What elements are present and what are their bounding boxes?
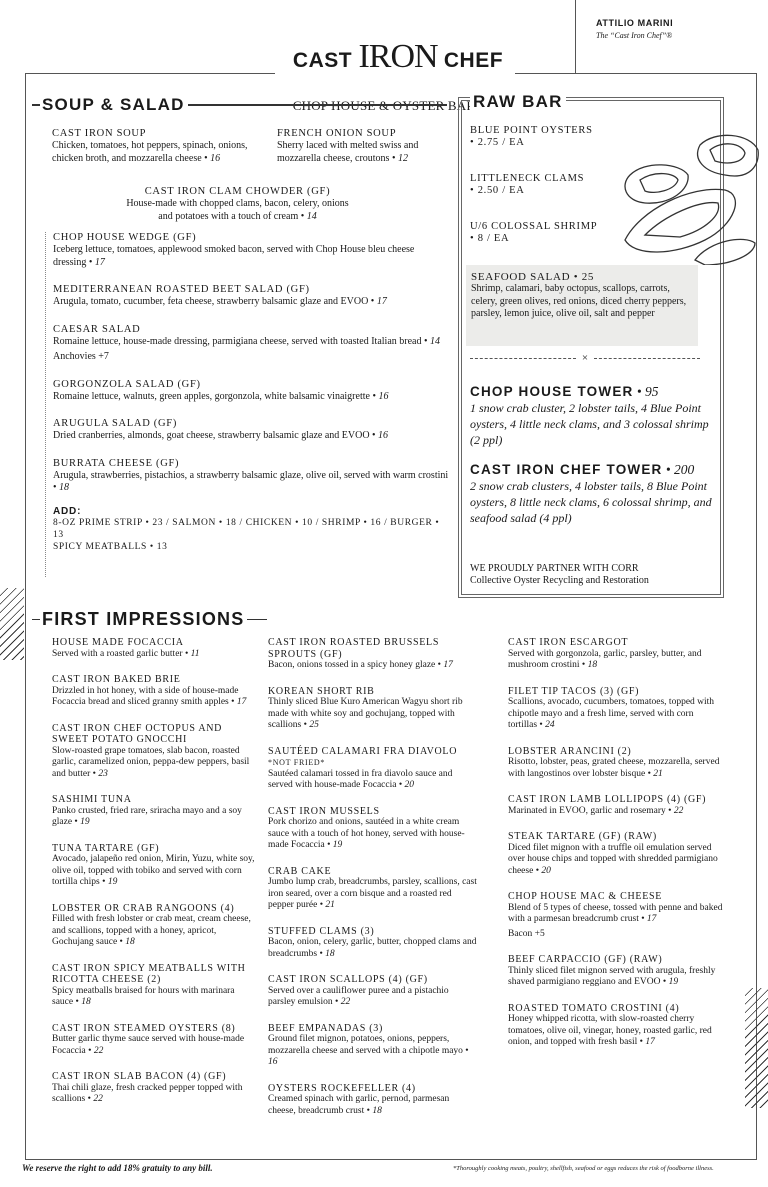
tower-name	[470, 384, 715, 400]
item-name: CAST IRON SPICY MEATBALLS WITH RICOTTA CHEESE (2)	[52, 962, 246, 985]
item-price: 12	[397, 152, 408, 164]
item-desc	[53, 244, 450, 269]
item-desc	[52, 686, 257, 709]
logo-cast: CAST	[292, 49, 353, 72]
item-desc	[508, 757, 723, 780]
item-note: *NOT FRIED*	[268, 758, 326, 767]
item-name: KOREAN SHORT RIB	[268, 685, 375, 697]
item-desc-text: House-made with chopped clams, bacon, celery, onions and potatoes with a touch of cream •	[126, 198, 349, 222]
item-name: CAST IRON SCALLOPS (4) (GF)	[268, 974, 428, 985]
menu-item	[52, 1023, 257, 1058]
logo-chef: CHEF	[443, 49, 504, 72]
gratuity-note: We reserve the right to add 18% gratuity to any bill.	[22, 1163, 213, 1173]
item-desc-text: Sherry laced with melted swiss and mozzarella cheese, croutons •	[277, 140, 419, 164]
item-price: 19	[668, 977, 679, 987]
item-desc-text: Romaine lettuce, house-made dressing, parmigiana cheese, served with toasted Italian bread •	[53, 335, 430, 347]
seafood-salad-name: SEAFOOD SALAD • 25	[471, 271, 595, 283]
item-desc	[52, 986, 257, 1009]
item-name: CAST IRON CHEF OCTOPUS AND SWEET POTATO GNOCCHI	[52, 722, 223, 745]
menu-item	[277, 128, 447, 165]
item-desc-text: Risotto, lobster, peas, grated cheese, mozzarella, served with langostinos over lobster bisque •	[508, 757, 720, 779]
item-desc	[268, 1034, 478, 1069]
item-price: 18	[59, 482, 70, 493]
item-name: SASHIMI TUNA	[52, 794, 132, 805]
item-name: ARUGULA SALAD (GF)	[53, 418, 178, 429]
item-price: 18	[325, 948, 335, 959]
item-name: CAST IRON SOUP	[52, 128, 147, 139]
item-desc	[268, 937, 478, 960]
item-name: BEEF EMPANADAS (3)	[268, 1022, 384, 1034]
item-price: 19	[107, 877, 118, 887]
item-desc-text: Chicken, tomatoes, hot peppers, spinach, onions, chicken broth, and mozzarella cheese •	[52, 140, 248, 164]
item-desc	[508, 903, 723, 926]
item-name: ROASTED TOMATO CROSTINI (4)	[508, 1002, 680, 1014]
seafood-salad-desc: Shrimp, calamari, baby octopus, scallops, carrots, celery, green olives, red onions, diced cherry peppers, parsley, lemon juice, olive oil, salt and pepper	[471, 283, 687, 319]
item-desc-text: Pork chorizo and onions, sautéed in a white cream sauce with a touch of hot honey, served with house-made Focaccia •	[268, 817, 465, 850]
item-desc-text: Thinly sliced Blue Kuro American Wagyu short rib made with white soy and gochujang, topped with scallions •	[268, 697, 463, 730]
item-name: TUNA TARTARE (GF)	[52, 842, 160, 854]
item-price: 19	[80, 817, 90, 827]
tower-desc: 1 snow crab cluster, 2 lobster tails, 4 Blue Point oysters, 4 little neck clams, and 3 colossal shrimp (2 ppl)	[470, 401, 709, 447]
menu-item	[53, 379, 450, 404]
item-price: 20	[541, 865, 551, 876]
heading-rule	[188, 104, 447, 105]
item-desc-text: Served with gorgonzola, garlic, parsley, butter, and mushroom crostini •	[508, 648, 702, 670]
menu-item	[508, 1003, 723, 1049]
soup-salad-heading	[32, 95, 447, 115]
item-desc	[53, 470, 450, 495]
item-name: CRAB CAKE	[268, 865, 332, 877]
item-price: 16	[378, 390, 389, 402]
add-line: 8-OZ PRIME STRIP • 23 / SALMON • 18 / CHICKEN • 10 / SHRIMP • 16 / BURGER • 13	[53, 517, 440, 540]
menu-item	[508, 891, 723, 940]
item-price: 21	[653, 768, 663, 779]
item-desc-text: Thai chili glaze, fresh cracked pepper topped with scallions •	[52, 1082, 243, 1104]
item-name: BEEF CARPACCIO (GF) (RAW)	[508, 954, 663, 965]
item-desc-text: Iceberg lettuce, tomatoes, applewood smoked bacon, served with Chop House bleu cheese dressing •	[53, 244, 415, 268]
item-name: GORGONZOLA SALAD (GF)	[53, 378, 201, 390]
item-desc-text: Sautéed calamari tossed in fra diavolo sauce and served with house-made Focaccia •	[268, 768, 453, 790]
item-desc-text: Scallions, avocado, cucumbers, tomatoes, topped with chipotle mayo and a fresh lime, served with corn tortillas •	[508, 697, 715, 730]
menu-item	[52, 128, 267, 165]
menu-item	[268, 926, 478, 961]
menu-item	[52, 1071, 257, 1106]
item-desc	[52, 854, 257, 889]
item-price: 17	[376, 296, 387, 307]
item-price: 18	[372, 1105, 382, 1116]
item-name: CAST IRON ESCARGOT	[508, 637, 629, 648]
menu-item	[508, 746, 723, 781]
item-price: 11	[190, 648, 200, 659]
item-price: 22	[93, 1045, 104, 1056]
item-desc	[508, 843, 723, 878]
add-label: ADD:	[53, 505, 82, 517]
section-title: FIRST IMPRESSIONS	[42, 609, 245, 629]
item-price: 24	[545, 720, 555, 730]
logo	[280, 38, 516, 76]
item-desc-text: Arugula, strawberries, pistachios, a strawberry balsamic glaze, olive oil, served with warm crostini •	[53, 469, 449, 493]
food-safety-disclaimer: *Thoroughly cooking meats, poultry, shellfish, seafood or eggs reduces the risk of foodborne illness.	[453, 1165, 714, 1172]
item-price: 17	[646, 914, 657, 924]
menu-item	[268, 637, 478, 672]
item-name: SAUTÉED CALAMARI FRA DIAVOLO	[268, 745, 458, 757]
item-desc	[53, 391, 450, 404]
item-desc-text: Bacon, onions tossed in a spicy honey glaze •	[268, 660, 444, 670]
menu-item	[120, 186, 355, 223]
item-price: 20	[404, 780, 415, 790]
menu-item	[268, 686, 478, 732]
item-name: MEDITERRANEAN ROASTED BEET SALAD (GF)	[53, 284, 310, 295]
menu-item	[52, 843, 257, 889]
menu-item	[52, 903, 257, 949]
menu-item	[52, 963, 257, 1009]
menu-item	[53, 458, 450, 495]
item-name: OYSTERS ROCKEFELLER (4)	[268, 1082, 416, 1094]
item-desc	[268, 1094, 478, 1117]
item-desc	[508, 649, 723, 672]
tower-name	[470, 462, 715, 478]
wavy-divider	[470, 352, 700, 364]
item-price: 14	[306, 210, 317, 222]
tower-price: • 200	[662, 462, 695, 477]
stripe-decoration-right	[745, 988, 768, 1108]
chef-name: ATTILIO MARINI	[596, 18, 674, 28]
menu-item	[508, 831, 723, 877]
item-price: 17	[443, 660, 453, 670]
item-desc-text: Filled with fresh lobster or crab meat, cream cheese, and scallions, topped with a honey, apricot, Gochujang sauce •	[52, 914, 251, 947]
item-desc-text: Served with a roasted garlic butter •	[52, 648, 191, 659]
item-desc	[53, 430, 450, 443]
item-name: CAST IRON CLAM CHOWDER (GF)	[144, 186, 331, 197]
item-desc-text: Panko crusted, fried rare, sriracha mayo and a soy glaze •	[52, 805, 242, 827]
tower-item	[470, 462, 715, 526]
item-price: 14	[429, 335, 440, 347]
item-addon: Anchovies +7	[53, 351, 109, 362]
tower-price: • 95	[633, 384, 659, 399]
item-desc-text: Romaine lettuce, walnuts, green apples, gorgonzola, white balsamic vinaigrette •	[53, 390, 379, 402]
item-desc	[53, 296, 450, 309]
item-desc-text: Slow-roasted grape tomatoes, slab bacon, roasted garlic, caramelized onion, peppa-dew peppers, basil and butter •	[52, 745, 250, 779]
item-price: 22	[93, 1094, 103, 1104]
menu-item	[268, 1083, 478, 1118]
item-desc	[52, 806, 257, 829]
item-price: 19	[332, 840, 343, 850]
item-desc	[52, 914, 257, 949]
item-desc-text: Served over a cauliflower puree and a pistachio parsley emulsion •	[268, 985, 449, 1007]
item-desc-text: Thinly sliced filet mignon served with arugula, freshly shaved parmigiano reggiano and EVOO •	[508, 965, 716, 987]
item-name: U/6 COLOSSAL SHRIMP	[470, 221, 598, 232]
item-price: 18	[81, 997, 91, 1007]
tagline: BAR	[447, 98, 476, 113]
heading-rule-left	[32, 104, 40, 105]
item-desc-text: Avocado, jalapeño red onion, Mirin, Yuzu, white soy, olive oil, topped with tobiko and served with corn tortilla chips •	[52, 854, 255, 887]
item-desc	[268, 877, 478, 912]
section-title: SOUP & SALAD	[42, 95, 185, 114]
item-price: • 8 / EA	[470, 233, 510, 244]
frame-top-left	[25, 73, 275, 74]
tower-title: CAST IRON CHEF TOWER	[470, 462, 663, 477]
item-desc	[508, 1014, 723, 1049]
first-impressions-heading	[32, 609, 757, 630]
raw-bar-item	[470, 173, 630, 197]
tower-item	[470, 384, 715, 448]
chef-box-divider	[575, 0, 576, 73]
item-name: CHOP HOUSE WEDGE (GF)	[53, 232, 197, 243]
item-desc-text: Butter garlic thyme sauce served with house-made Focaccia •	[52, 1034, 245, 1056]
item-desc-text: Ground filet mignon, potatoes, onions, peppers, mozzarella cheese and served with a chipotle mayo •	[268, 1034, 469, 1056]
item-desc-text: Drizzled in hot honey, with a side of house-made Focaccia bread and sliced granny smith apples •	[52, 685, 239, 707]
raw-bar-item	[470, 221, 630, 245]
item-desc-text: Blend of 5 types of cheese, tossed with penne and baked with a parmesan breadcrumb crust •	[508, 902, 723, 924]
item-price: 17	[645, 1037, 655, 1047]
logo-iron: IRON	[358, 38, 438, 75]
item-name: BLUE POINT OYSTERS	[470, 125, 593, 136]
item-name: CAST IRON MUSSELS	[268, 805, 380, 817]
item-desc-text: Creamed spinach with garlic, pernod, parmesan cheese, breadcrumb crust •	[268, 1094, 450, 1116]
item-desc-text: Jumbo lump crab, breadcrumbs, parsley, scallions, cast iron seared, over a corn bisque and a roasted red pepper purée •	[268, 877, 477, 910]
raw-bar-item	[470, 125, 630, 149]
item-name: BURRATA CHEESE (GF)	[53, 457, 180, 469]
item-price: 17	[236, 697, 247, 707]
menu-item	[508, 954, 723, 989]
menu-item	[268, 806, 478, 852]
item-desc	[268, 769, 478, 792]
menu-item	[268, 1023, 478, 1069]
item-addon: Bacon +5	[508, 928, 545, 939]
item-name: LOBSTER OR CRAB RANGOONS (4)	[52, 902, 235, 914]
menu-item	[52, 674, 257, 709]
menu-item	[508, 794, 723, 817]
item-desc	[508, 697, 723, 732]
section-title: RAW BAR	[473, 92, 563, 111]
item-desc-text: Marinated in EVOO, garlic and rosemary •	[508, 805, 674, 816]
item-desc	[508, 966, 723, 989]
divider-mark: ×	[581, 352, 589, 364]
oyster-illustration	[610, 125, 760, 265]
item-price: 16	[210, 152, 221, 164]
item-name: LOBSTER ARANCINI (2)	[508, 745, 632, 757]
item-desc	[268, 986, 478, 1009]
item-name: CAST IRON STEAMED OYSTERS (8)	[52, 1022, 236, 1034]
item-desc	[52, 649, 257, 661]
item-name: HOUSE MADE FOCACCIA	[52, 637, 184, 648]
partner-line: Collective Oyster Recycling and Restoration	[470, 575, 649, 586]
divider-line	[594, 358, 700, 359]
menu-item	[508, 637, 723, 672]
item-desc-text: Dried cranberries, almonds, goat cheese, strawberry balsamic glaze and EVOO •	[53, 430, 379, 441]
divider-line	[470, 358, 576, 359]
heading-rule	[247, 619, 267, 620]
item-name: CAST IRON ROASTED BRUSSELS SPROUTS (GF)	[268, 637, 440, 660]
item-price: 16	[378, 430, 389, 441]
menu-item	[53, 284, 450, 309]
menu-item	[52, 637, 257, 660]
item-desc	[508, 806, 723, 818]
item-price: 23	[98, 768, 108, 779]
item-price: • 2.50 / EA	[470, 185, 525, 196]
item-price: 21	[325, 900, 335, 910]
menu-item	[508, 686, 723, 732]
item-desc	[120, 198, 355, 223]
menu-item	[53, 418, 450, 443]
add-ons	[53, 506, 450, 553]
item-desc-text: Spicy meatballs braised for hours with marinara sauce •	[52, 985, 235, 1007]
item-desc-text: Bacon, onion, celery, garlic, butter, chopped clams and breadcrumbs •	[268, 937, 477, 959]
menu-item	[53, 232, 450, 269]
item-name: CHOP HOUSE MAC & CHEESE	[508, 891, 663, 902]
item-name: LITTLENECK CLAMS	[470, 173, 585, 184]
menu-item	[52, 794, 257, 829]
item-price: • 2.75 / EA	[470, 137, 525, 148]
stripe-decoration-left	[0, 588, 24, 660]
item-price: 18	[125, 937, 135, 947]
item-desc-text: Honey whipped ricotta, with slow-roasted cherry tomatoes, olive oil, vinegar, honey, roasted garlic, red onion, and topped with fresh basil •	[508, 1014, 712, 1047]
menu-item	[268, 866, 478, 912]
partner-line: WE PROUDLY PARTNER WITH CORR	[470, 563, 639, 574]
item-name: CAESAR SALAD	[53, 323, 141, 335]
raw-bar-heading	[470, 92, 566, 112]
add-line: SPICY MEATBALLS • 13	[53, 541, 168, 552]
item-desc	[268, 817, 478, 852]
item-price: 16	[268, 1057, 278, 1067]
item-desc	[277, 140, 447, 165]
item-desc	[52, 746, 257, 781]
item-name: CAST IRON BAKED BRIE	[52, 674, 181, 685]
item-name: FRENCH ONION SOUP	[277, 128, 397, 139]
frame-top-right	[515, 73, 757, 74]
item-name: STEAK TARTARE (GF) (RAW)	[508, 831, 657, 842]
seafood-salad-panel	[466, 265, 698, 346]
item-desc	[53, 336, 450, 349]
item-desc-text: Diced filet mignon with a truffle oil emulation served over house chips and topped with shredded parmigiano cheese •	[508, 842, 718, 876]
item-price: 22	[340, 997, 351, 1007]
partner-note	[470, 563, 710, 587]
item-desc	[268, 697, 478, 732]
item-name: CAST IRON SLAB BACON (4) (GF)	[52, 1071, 227, 1082]
item-name: CAST IRON LAMB LOLLIPOPS (4) (GF)	[508, 794, 707, 805]
tower-title: CHOP HOUSE TOWER	[470, 384, 634, 399]
item-desc	[52, 1034, 257, 1057]
menu-item	[268, 974, 478, 1009]
item-price: 22	[673, 805, 684, 816]
chef-subtitle: The “Cast Iron Chef”®	[596, 31, 673, 40]
item-desc	[52, 140, 267, 165]
tower-desc: 2 snow crab clusters, 4 lobster tails, 8 Blue Point oysters, 8 little neck clams, 6 colossal shrimp, and seafood salad (4 ppl)	[470, 479, 712, 525]
item-price: 18	[587, 660, 598, 670]
item-name: FILET TIP TACOS (3) (GF)	[508, 685, 640, 697]
item-desc	[268, 660, 478, 672]
menu-item	[268, 746, 478, 792]
item-desc-text: Arugula, tomato, cucumber, feta cheese, strawberry balsamic glaze and EVOO •	[53, 296, 377, 307]
item-price: 17	[94, 256, 105, 268]
item-desc	[52, 1083, 257, 1106]
menu-item	[53, 324, 450, 364]
menu-item	[52, 723, 257, 781]
heading-rule-left	[32, 619, 40, 620]
item-name: STUFFED CLAMS (3)	[268, 925, 375, 937]
item-price: 25	[309, 720, 319, 730]
